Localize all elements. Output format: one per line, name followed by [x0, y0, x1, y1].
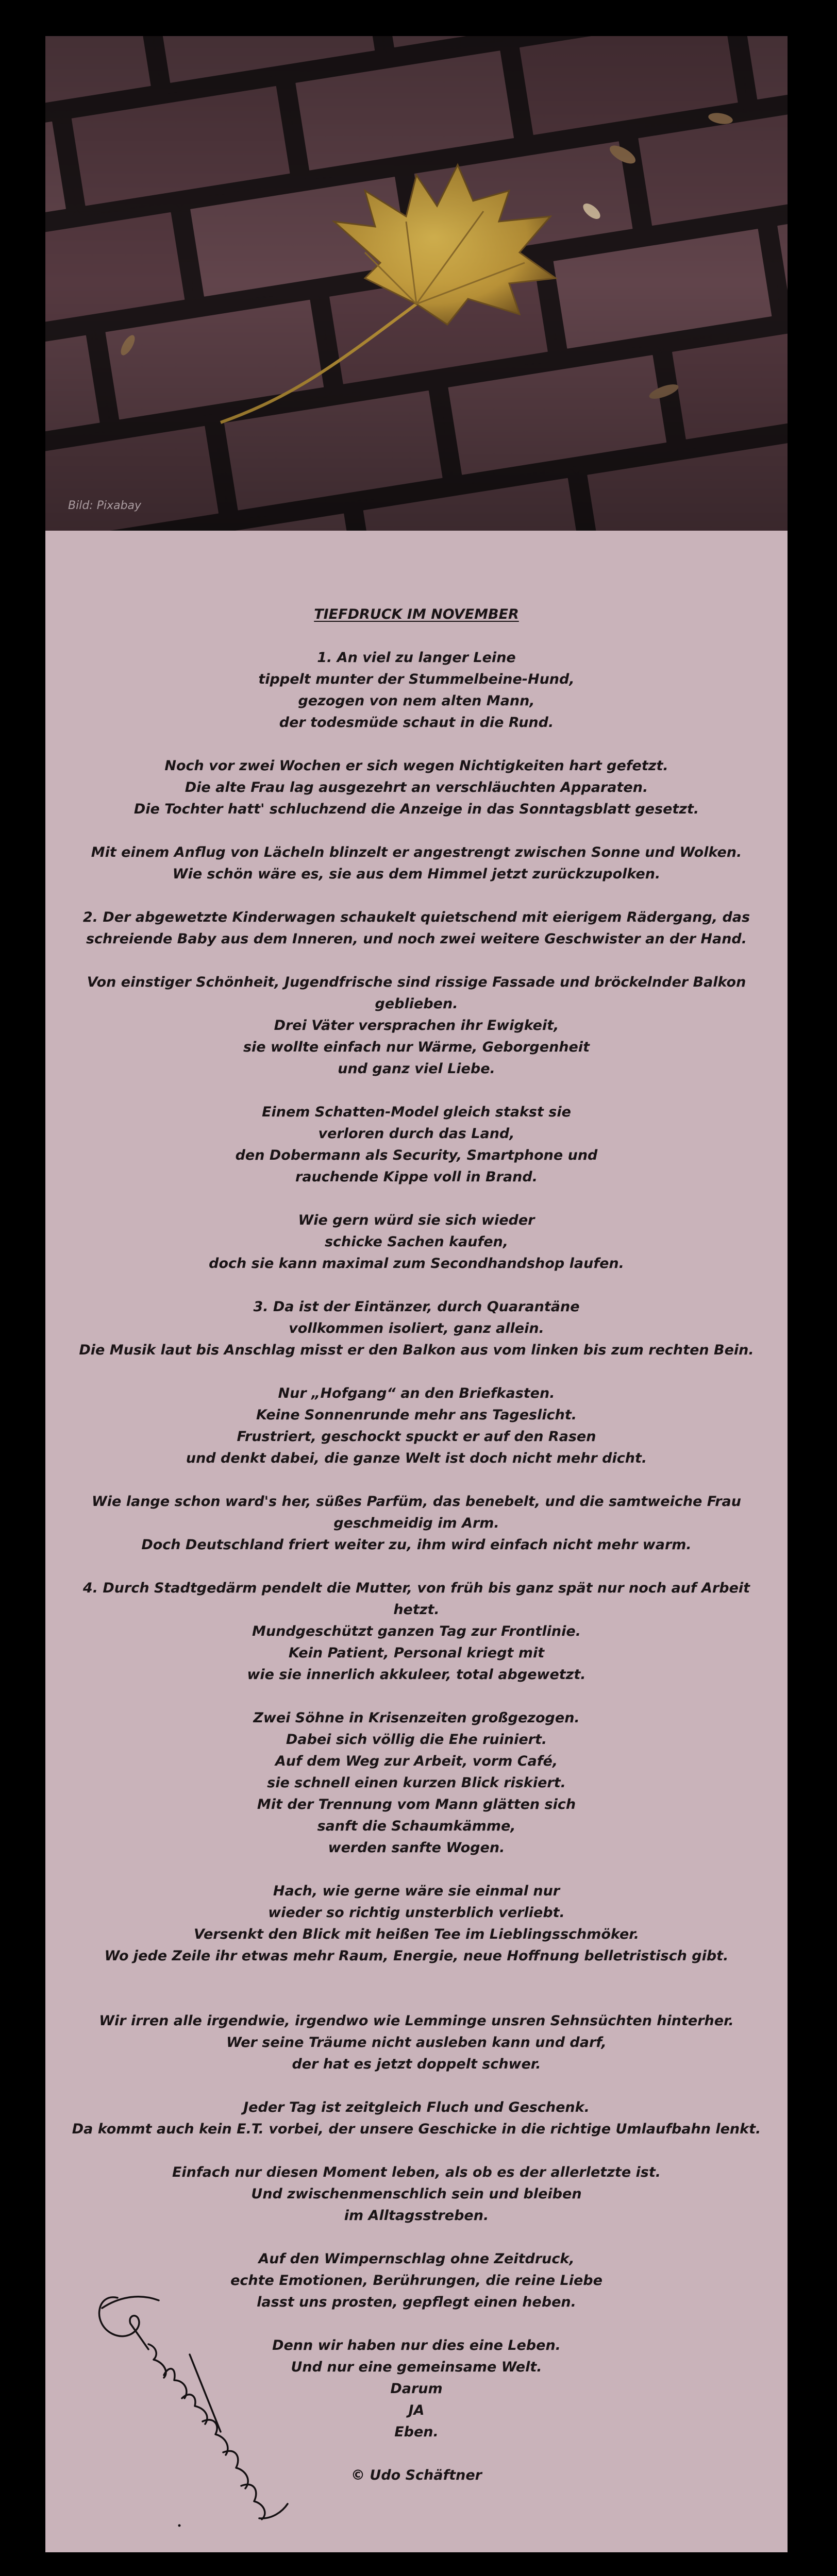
poem-line: vollkommen isoliert, ganz allein.	[289, 1320, 544, 1336]
stanza-gap	[66, 2140, 767, 2162]
poem-line: schicke Sachen kaufen,	[324, 1234, 509, 1250]
poem-title: TIEFDRUCK IM NOVEMBER	[314, 606, 519, 622]
poem-line: Auf den Wimpernschlag ohne Zeitdruck,	[258, 2251, 575, 2267]
poem-line: rauchende Kippe voll in Brand.	[295, 1169, 538, 1185]
poem	[66, 604, 767, 2486]
stanza-gap	[66, 1275, 767, 1296]
stanza-gap	[66, 2075, 767, 2097]
poem-line: sanft die Schaumkämme,	[317, 1818, 516, 1834]
poem-line: Drei Väter versprachen ihr Ewigkeit,	[274, 1018, 559, 1033]
poem-line: 4. Durch Stadtgedärm pendelt die Mutter, von früh bis ganz spät nur noch auf Arbeit hetzt.	[82, 1580, 750, 1618]
poem-line: verloren durch das Land,	[318, 1126, 515, 1142]
poem-line: lasst uns prosten, gepflegt einen heben.	[257, 2294, 576, 2310]
poem-line: der hat es jetzt doppelt schwer.	[292, 2056, 541, 2072]
photo-credit: Bild: Pixabay	[68, 499, 142, 512]
poem-line: Von einstiger Schönheit, Jugendfrische sind rissige Fassade und bröckelnder Balkon	[87, 974, 746, 990]
poem-line: Eben.	[394, 2424, 439, 2440]
poem-line: Noch vor zwei Wochen er sich wegen Nichtigkeiten hart gefetzt.	[164, 758, 668, 774]
poem-line: geblieben.	[375, 996, 458, 1012]
poem-line: Auf dem Weg zur Arbeit, vorm Café,	[275, 1753, 558, 1769]
stanza-gap	[66, 625, 767, 647]
poem-line: sie wollte einfach nur Wärme, Geborgenheit	[243, 1039, 590, 1055]
poem-line: im Alltagsstreben.	[344, 2208, 489, 2224]
stanza-gap	[66, 1556, 767, 1578]
stanza-gap	[66, 1188, 767, 1210]
poem-line: Und zwischenmenschlich sein und bleiben	[251, 2186, 582, 2202]
stanza-gap	[66, 1080, 767, 1101]
poem-line: JA	[408, 2402, 425, 2418]
poem-line: Doch Deutschland friert weiter zu, ihm wird einfach nicht mehr warm.	[141, 1537, 692, 1553]
poem-line: Mundgeschützt ganzen Tag zur Frontlinie.	[252, 1623, 581, 1639]
poem-line: Wir irren alle irgendwie, irgendwo wie Lemminge unsren Sehnsüchten hinterher.	[99, 2013, 734, 2029]
poem-line: wieder so richtig unsterblich verliebt.	[268, 1905, 565, 1921]
poem-line: und ganz viel Liebe.	[338, 1061, 495, 1077]
poem-line: 1. An viel zu langer Leine	[317, 650, 516, 666]
poem-line: Denn wir haben nur dies eine Leben.	[272, 2337, 561, 2353]
poem-lines	[66, 625, 767, 2486]
poem-line: © Udo Schäftner	[351, 2467, 482, 2483]
poem-line: Wie gern würd sie sich wieder	[298, 1212, 535, 1228]
poem-line: 3. Da ist der Eintänzer, durch Quarantäne	[253, 1299, 580, 1315]
stanza-gap	[66, 1859, 767, 1880]
poem-page	[45, 531, 788, 2552]
poem-line: sie schnell einen kurzen Blick riskiert.	[267, 1775, 566, 1791]
poem-line: doch sie kann maximal zum Secondhandshop laufen.	[209, 1256, 624, 1272]
poem-line: Einfach nur diesen Moment leben, als ob es der allerletzte ist.	[172, 2164, 661, 2180]
poem-line: Jeder Tag ist zeitgleich Fluch und Geschenk.	[243, 2099, 590, 2115]
poem-line: Die alte Frau lag ausgezehrt an verschläuchten Apparaten.	[185, 779, 648, 795]
stanza-gap	[66, 1989, 767, 2010]
poem-line: Mit einem Anflug von Lächeln blinzelt er angestrengt zwischen Sonne und Wolken.	[91, 844, 742, 860]
poem-line: werden sanfte Wogen.	[328, 1840, 505, 1856]
poem-line: Frustriert, geschockt spuckt er auf den Rasen	[237, 1429, 596, 1445]
poem-line: Und nur eine gemeinsame Welt.	[291, 2359, 542, 2375]
poem-line: Zwei Söhne in Krisenzeiten großgezogen.	[253, 1710, 580, 1726]
stanza-gap	[66, 734, 767, 755]
poem-line: Kein Patient, Personal kriegt mit	[288, 1645, 545, 1661]
poem-line: Da kommt auch kein E.T. vorbei, der unsere Geschicke in die richtige Umlaufbahn lenkt.	[72, 2121, 761, 2137]
poem-line: den Dobermann als Security, Smartphone und	[235, 1147, 598, 1163]
poem-line: Darum	[390, 2381, 443, 2397]
poem-line: Die Tochter hatt' schluchzend die Anzeige in das Sonntagsblatt gesetzt.	[133, 801, 699, 817]
poem-line: Mit der Trennung vom Mann glätten sich	[257, 1797, 576, 1812]
stanza-gap	[66, 885, 767, 907]
autumn-leaf-on-pavement-image	[45, 36, 788, 531]
poem-line: schreiende Baby aus dem Inneren, und noch zwei weitere Geschwister an der Hand.	[86, 931, 747, 947]
stanza-gap	[66, 1967, 767, 1989]
poem-line: geschmeidig im Arm.	[333, 1515, 499, 1531]
header-photo	[45, 36, 788, 531]
poem-line: Wie lange schon ward's her, süßes Parfüm, das benebelt, und die samtweiche Frau	[91, 1494, 741, 1510]
poem-line: Keine Sonnenrunde mehr ans Tageslicht.	[256, 1407, 577, 1423]
poem-line: echte Emotionen, Berührungen, die reine Liebe	[230, 2273, 602, 2289]
poem-line: Versenkt den Blick mit heißen Tee im Lieblingsschmöker.	[194, 1926, 639, 1942]
poem-line: Hach, wie gerne wäre sie einmal nur	[273, 1883, 560, 1899]
poem-line: Wie schön wäre es, sie aus dem Himmel jetzt zurückzupolken.	[172, 866, 661, 882]
stanza-gap	[66, 1686, 767, 1707]
stanza-gap	[66, 820, 767, 842]
poem-line: Die Musik laut bis Anschlag misst er den Balkon aus vom linken bis zum rechten Bein.	[79, 1342, 754, 1358]
stanza-gap	[66, 2227, 767, 2248]
poem-line: Einem Schatten-Model gleich stakst sie	[262, 1104, 571, 1120]
poem-line: tippelt munter der Stummelbeine-Hund,	[258, 671, 575, 687]
poem-line: der todesmüde schaut in die Rund.	[279, 715, 554, 731]
poem-line: Wer seine Träume nicht ausleben kann und darf,	[226, 2035, 607, 2050]
poem-line: und denkt dabei, die ganze Welt ist doch nicht mehr dicht.	[186, 1450, 647, 1466]
stanza-gap	[66, 1469, 767, 1491]
poem-line: Nur „Hofgang“ an den Briefkasten.	[278, 1385, 555, 1401]
poem-line: wie sie innerlich akkuleer, total abgewetzt.	[247, 1667, 586, 1683]
poem-line: gezogen von nem alten Mann,	[298, 693, 535, 709]
stanza-gap	[66, 1361, 767, 1383]
poem-line: Dabei sich völlig die Ehe ruiniert.	[286, 1732, 547, 1748]
stanza-gap	[66, 950, 767, 972]
poem-line: 2. Der abgewetzte Kinderwagen schaukelt quietschend mit eierigem Rädergang, das	[82, 909, 750, 925]
poem-line: Wo jede Zeile ihr etwas mehr Raum, Energie, neue Hoffnung belletristisch gibt.	[104, 1948, 729, 1964]
signature-gedichtezauber	[87, 2277, 324, 2535]
